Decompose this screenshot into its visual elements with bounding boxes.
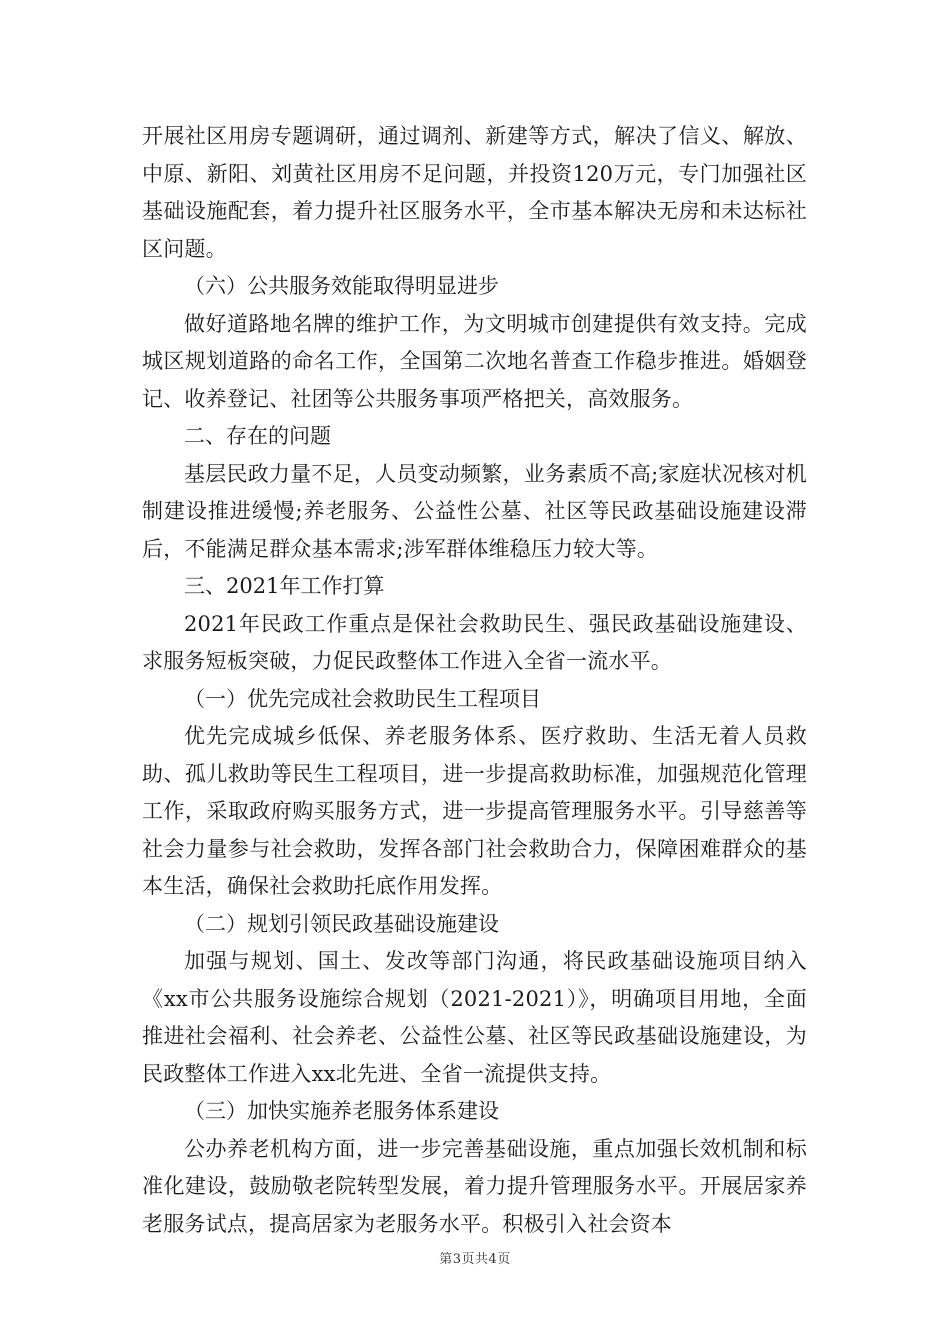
section-heading-elderly-care: （三）加快实施养老服务体系建设 xyxy=(184,1099,499,1123)
section-heading-plan-2021: 三、2021年工作打算 xyxy=(184,574,385,598)
paragraph: 做好道路地名牌的维护工作，为文明城市创建提供有效支持。完成城区规划道路的命名工作，全国第二次地名普查工作稳步推进。婚姻登记、收养登记、社团等公共服务事项严格把关，高效服务。 xyxy=(142,311,807,411)
section-heading-public-service: （六）公共服务效能取得明显进步 xyxy=(184,274,499,298)
paragraph: 基层民政力量不足，人员变动频繁，业务素质不高;家庭状况核对机制建设推进缓慢;养老服务、公益性公墓、社区等民政基础设施建设滞后，不能满足群众基本需求;涉军群体维稳压力较大等。 xyxy=(142,461,807,561)
paragraph-continuation: 开展社区用房专题调研，通过调剂、新建等方式，解决了信义、解放、中原、新阳、刘黄社区用房不足问题，并投资120万元，专门加强社区基础设施配套，着力提升社区服务水平，全市基本解决无房和未达标社区问题。 xyxy=(142,124,807,261)
paragraph: 优先完成城乡低保、养老服务体系、医疗救助、生活无着人员救助、孤儿救助等民生工程项目，进一步提高救助标准，加强规范化管理工作，采取政府购买服务方式，进一步提高管理服务水平。引导慈善等社会力量参与社会救助，发挥各部门社会救助合力，保障困难群众的基本生活，确保社会救助托底作用发挥。 xyxy=(142,724,807,898)
paragraph: 加强与规划、国土、发改等部门沟通，将民政基础设施项目纳入《xx市公共服务设施综合规划（2021-2021）》，明确项目用地，全面推进社会福利、社会养老、公益性公墓、社区等民政基础设施建设，为民政整体工作进入xx北先进、全省一流提供支持。 xyxy=(142,949,807,1086)
section-heading-social-assistance: （一）优先完成社会救助民生工程项目 xyxy=(184,686,541,711)
paragraph: 2021年民政工作重点是保社会救助民生、强民政基础设施建设、求服务短板突破，力促民政整体工作进入全省一流水平。 xyxy=(142,611,807,673)
page-number-footer: 第3页共4页 xyxy=(439,1252,511,1267)
document-body xyxy=(142,118,807,1243)
section-heading-infrastructure-planning: （二）规划引领民政基础设施建设 xyxy=(184,911,499,936)
section-heading-problems: 二、存在的问题 xyxy=(184,424,331,448)
paragraph: 公办养老机构方面，进一步完善基础设施，重点加强长效机制和标准化建设，鼓励敬老院转型发展，着力提升管理服务水平。开展居家养老服务试点，提高居家为老服务水平。积极引入社会资本 xyxy=(142,1136,807,1236)
